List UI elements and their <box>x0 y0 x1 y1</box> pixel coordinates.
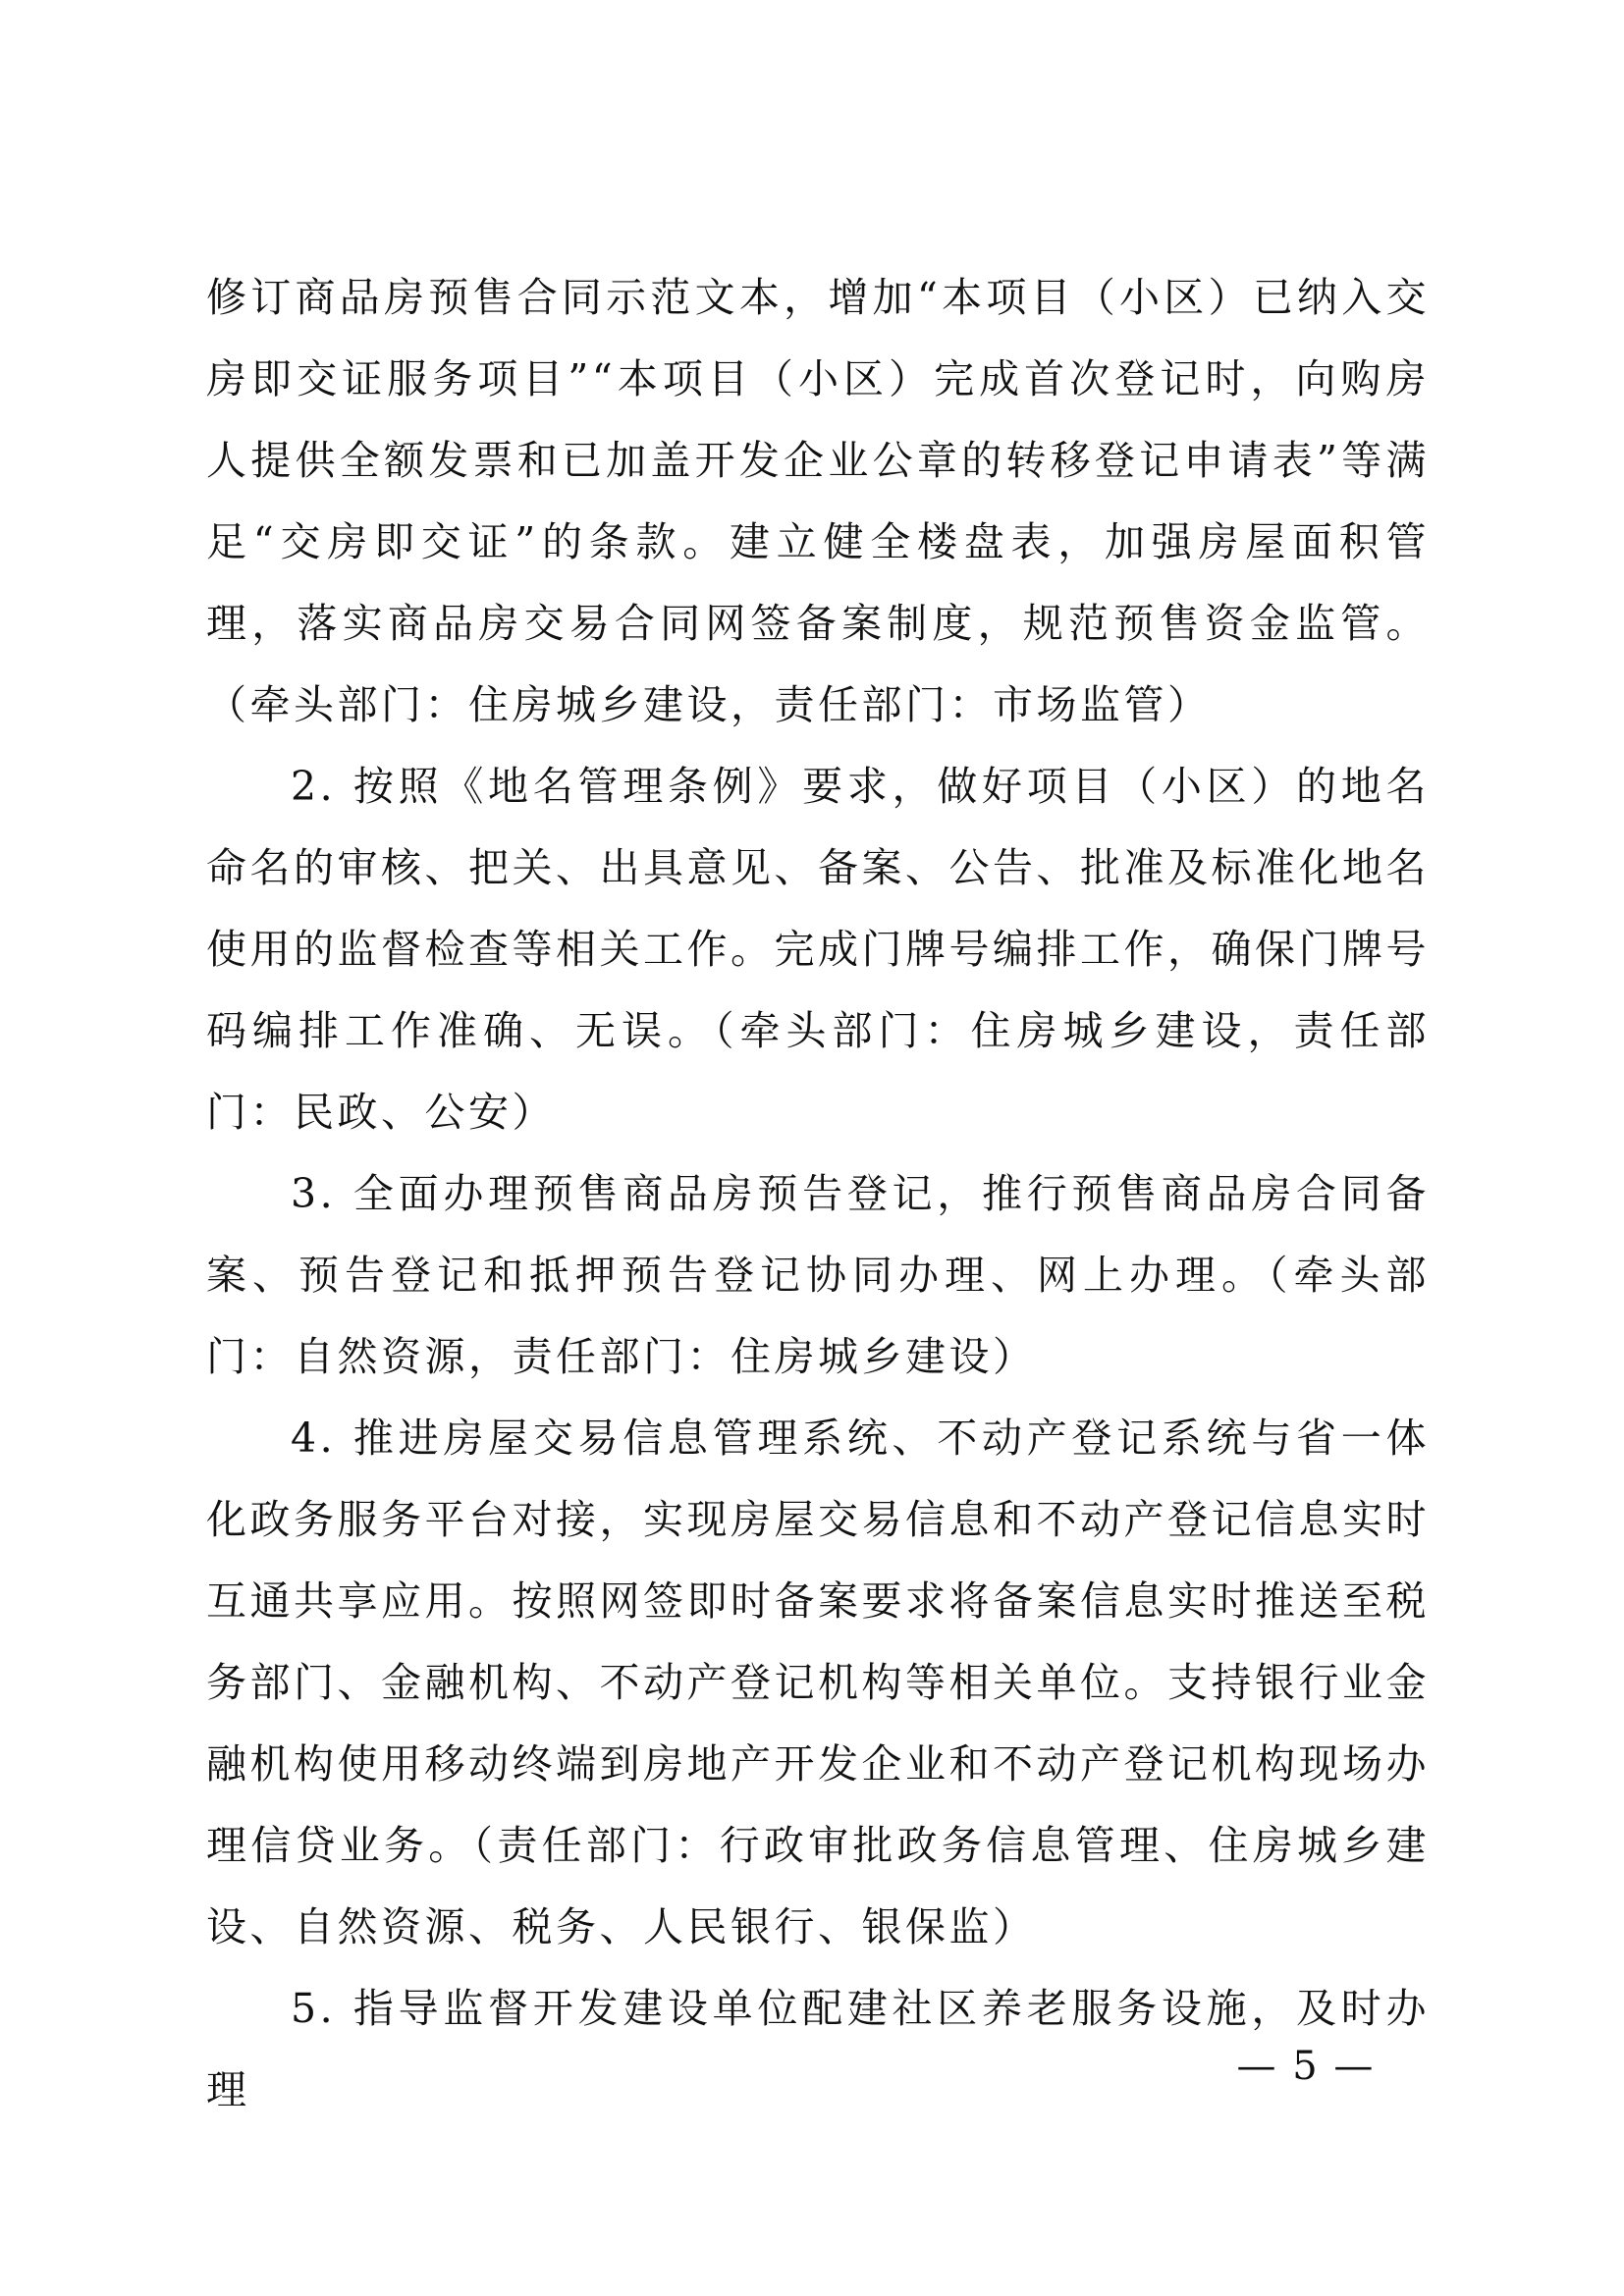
paragraph-item-3: 3. 全面办理预售商品房预告登记，推行预售商品房合同备案、预告登记和抵押预告登记协同办理、网上办理。（牵头部门：自然资源，责任部门：住房城乡建设） <box>206 1170 1430 1380</box>
paragraph-continued: 修订商品房预售合同示范文本，增加“本项目（小区）已纳入交房即交证服务项目”“本项目（小区）完成首次登记时，向购房人提供全额发票和已加盖开发企业公章的转移登记申请表”等满足“交房即交证”的条款。建立健全楼盘表，加强房屋面积管理，落实商品房交易合同网签备案制度，规范预售资金监管。（牵头部门：住房城乡建设，责任部门：市场监管） <box>206 274 1430 728</box>
paragraph-item-4: 4. 推进房屋交易信息管理系统、不动产登记系统与省一体化政务服务平台对接，实现房屋交易信息和不动产登记信息实时互通共享应用。按照网签即时备案要求将备案信息实时推送至税务部门、金融机构、不动产登记机构等相关单位。支持银行业金融机构使用移动终端到房地产开发企业和不动产登记机构现场办理信贷业务。（责任部门：行政审批政务信息管理、住房城乡建设、自然资源、税务、人民银行、银保监） <box>206 1415 1430 1950</box>
paragraph-item-2: 2. 按照《地名管理条例》要求，做好项目（小区）的地名命名的审核、把关、出具意见、备案、公告、批准及标准化地名使用的监督检查等相关工作。完成门牌号编排工作，确保门牌号码编排工作准确、无误。（牵头部门：住房城乡建设，责任部门：民政、公安） <box>206 763 1430 1136</box>
document-body <box>206 257 1430 2131</box>
paragraph-item-5: 5. 指导监督开发建设单位配建社区养老服务设施，及时办理 <box>206 1985 1430 2113</box>
page-number: — 5 — <box>1236 2044 1376 2089</box>
